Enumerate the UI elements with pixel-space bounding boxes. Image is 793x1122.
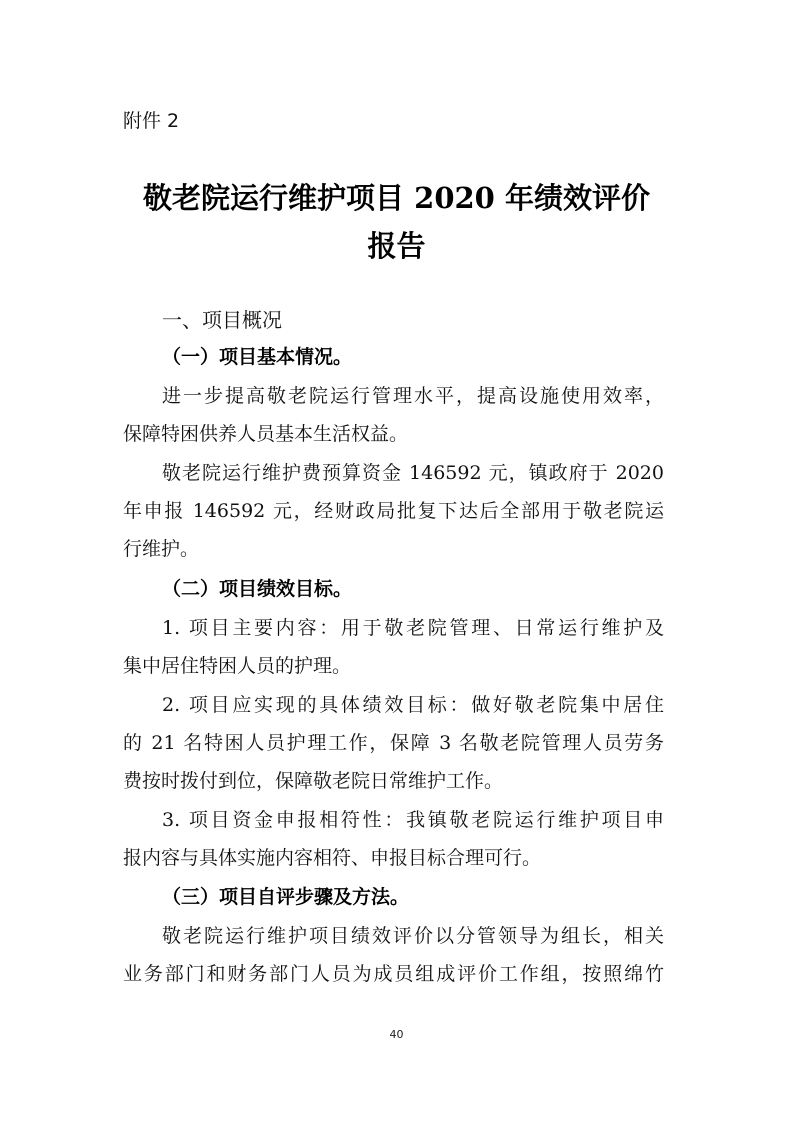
subsection-heading-basic-info: （一）项目基本情况。: [162, 346, 353, 368]
list-item-line: 费按时拨付到位，保障敬老院日常维护工作。: [123, 770, 504, 792]
document-title-line-2: 报告: [367, 229, 426, 263]
paragraph-line: 敬老院运行维护费预算资金 146592 元，镇政府于 2020: [162, 462, 664, 484]
paragraph-line: 保障特困供养人员基本生活权益。: [123, 423, 409, 445]
section-heading-overview: 一、项目概况: [162, 308, 282, 332]
list-item-line: 2. 项目应实现的具体绩效目标：做好敬老院集中居住: [162, 694, 664, 716]
paragraph-line: 行维护。: [123, 538, 200, 560]
paragraph-line: 进一步提高敬老院运行管理水平，提高设施使用效率，: [162, 385, 664, 407]
subsection-heading-performance-goals: （二）项目绩效目标。: [162, 578, 353, 600]
list-item-line: 报内容与具体实施内容相符、申报目标合理可行。: [123, 847, 542, 869]
paragraph-line: 业务部门和财务部门人员为成员组成评价工作组，按照绵竹: [123, 963, 664, 985]
list-item-line: 的 21 名特困人员护理工作，保障 3 名敬老院管理人员劳务: [123, 732, 664, 754]
list-item-line: 集中居住特困人员的护理。: [123, 655, 352, 677]
attachment-label: 附件 2: [123, 110, 180, 132]
page-number: 40: [389, 1028, 404, 1041]
paragraph-line: 年申报 146592 元，经财政局批复下达后全部用于敬老院运: [123, 500, 664, 522]
paragraph-line: 敬老院运行维护项目绩效评价以分管领导为组长，相关: [162, 925, 664, 947]
subsection-heading-self-evaluation: （三）项目自评步骤及方法。: [162, 886, 410, 908]
list-item-line: 3. 项目资金申报相符性：我镇敬老院运行维护项目申: [162, 809, 664, 831]
document-title-line-1: 敬老院运行维护项目 2020 年绩效评价: [143, 181, 650, 215]
list-item-line: 1. 项目主要内容：用于敬老院管理、日常运行维护及: [162, 617, 664, 639]
